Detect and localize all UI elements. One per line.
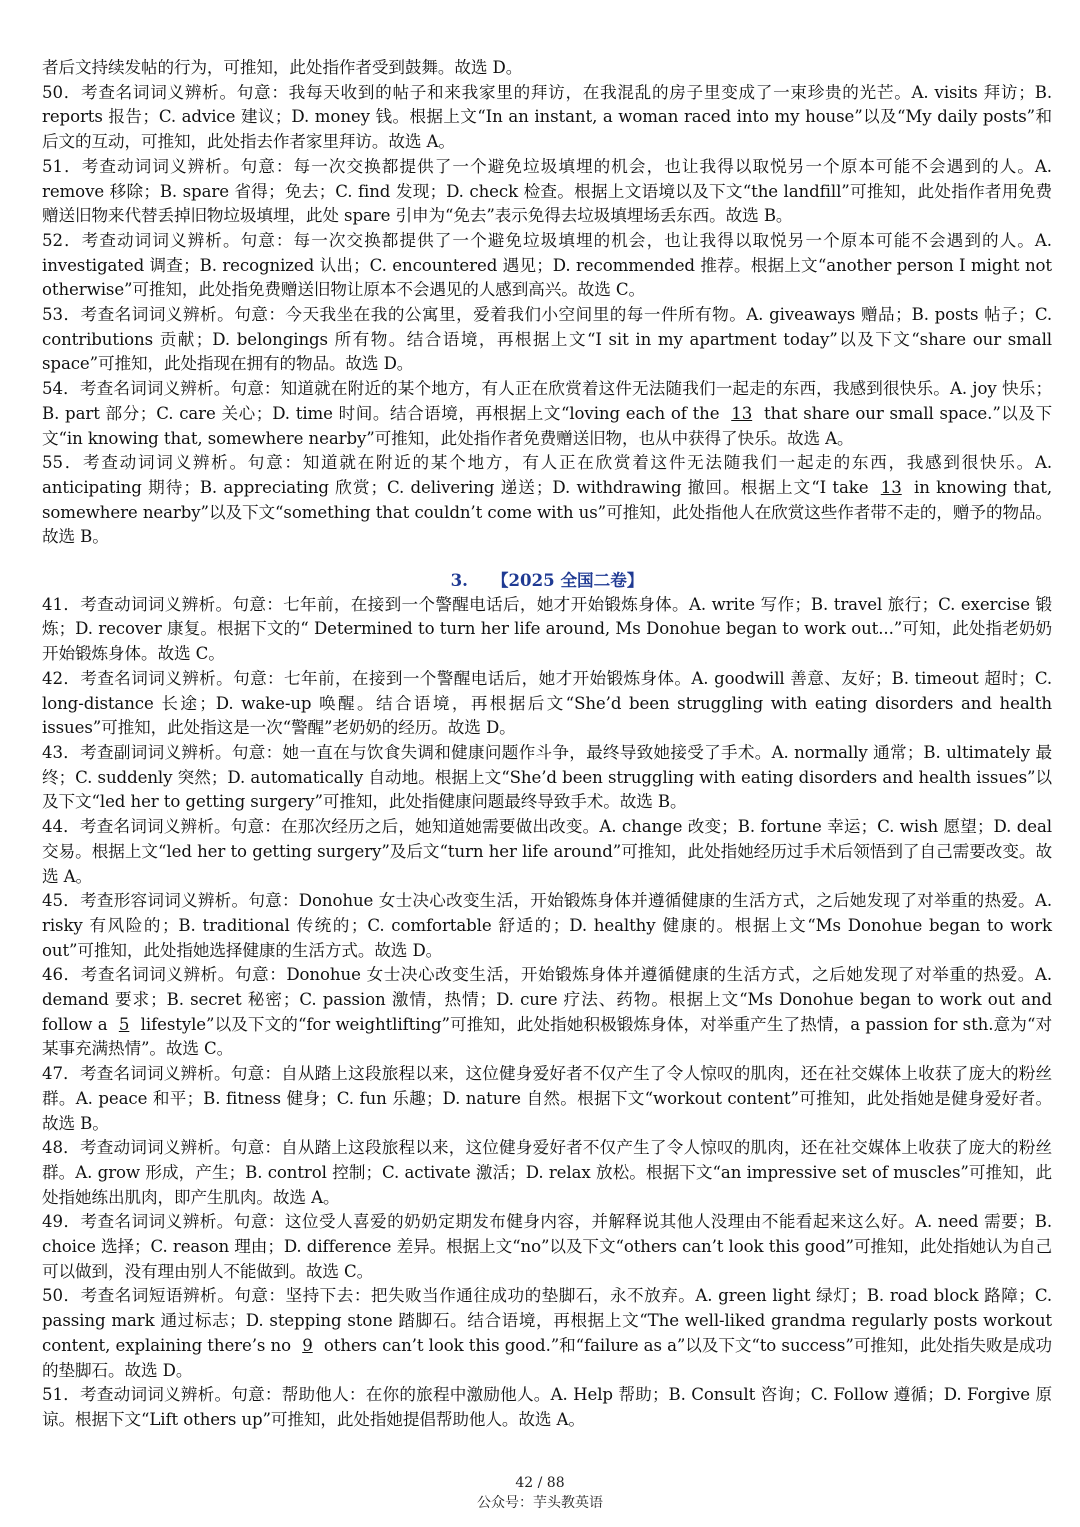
paragraph-text: 41．考查动词词义辨析。句意：七年前，在接到一个警醒电话后，她才开始锻炼身体。A. write 写作；B. travel 旅行；C. exercise 锻炼；D. recover 康复。根据下文的“ Determined to turn her life around, Ms Donohue began to work out...”可知，此处指老奶奶开始锻炼身体。故选 C。 [42,594,1052,664]
explanation-paragraph [42,229,1052,303]
explanations-section-3 [42,593,1052,1433]
paragraph-text: that share our small space.”以及下文“in knowing that, somewhere nearby”可推知，此处指作者免费赠送旧物，也从中获得了快乐。故选 A。 [42,403,1052,448]
page-number: 42 / 88 [515,1475,565,1491]
explanation-paragraph [42,1136,1052,1210]
paragraph-text: 47．考查名词词义辨析。句意：自从踏上这段旅程以来，这位健身爱好者不仅产生了令人惊叹的肌肉，还在社交媒体上收获了庞大的粉丝群。A. peace 和平；B. fitness 健身；C. fun 乐趣；D. nature 自然。根据下文“workout content”可推知，此处指她是健身爱好者。故选 B。 [42,1064,1052,1133]
paragraph-text: 50．考查名词短语辨析。句意：坚持下去：把失败当作通往成功的垫脚石，永不放弃。A. green light 绿灯；B. road block 路障；C. passing mark 通过标志；D. stepping stone 踏脚石。结合语境，再根据上文“The well-liked grandma regularly posts workout content, explaining there’s no [42,1286,1052,1355]
footer-account: 公众号：芋头教英语 [477,1495,603,1511]
paragraph-text: lifestyle”以及下文的“for weightlifting”可推知，此处指她积极锻炼身体，对举重产生了热情，a passion for sth.意为“对某事充满热情”。故选 C。 [42,1014,1052,1059]
explanation-paragraph [42,1062,1052,1136]
paragraph-text: 54．考查名词词义辨析。句意：知道就在附近的某个地方，有人正在欣赏着这件无法随我们一起走的东西，我感到很快乐。A. joy 快乐；B. part 部分；C. care 关心；D. time 时间。结合语境，再根据上文“loving each of the [42,379,1052,423]
explanation-paragraph [42,741,1052,815]
paragraph-text: 52．考查动词词义辨析。句意：每一次交换都提供了一个避免垃圾填埋的机会，也让我得以取悦另一个原本可能不会遇到的人。A. investigated 调查；B. recognized 认出；C. encountered 遇见；D. recommended 推荐。根据上文“another person I might not otherwise”可推知，此处指免费赠送旧物让原本不会遇见的人感到高兴。故选 C。 [42,230,1052,300]
explanation-paragraph [42,155,1052,229]
paragraph-text: 51．考查动词词义辨析。句意：帮助他人：在你的旅程中激励他人。A. Help 帮助；B. Consult 咨询；C. Follow 遵循；D. Forgive 原谅。根据下文“Lift others up”可推知，此处指她提倡帮助他人。故选 A。 [42,1385,1052,1429]
paragraph-text: in knowing that, somewhere nearby”以及下文“something that couldn’t come with us”可推知，此处指他人在欣赏这些作者带不走的，赠予的物品。故选 B。 [42,477,1052,547]
blank-number: 5 [118,1014,130,1034]
explanation-paragraph [42,1210,1052,1284]
explanation-paragraph [42,963,1052,1062]
blank-number: 9 [302,1335,313,1355]
paragraph-text: 42．考查名词词义辨析。句意：七年前，在接到一个警醒电话后，她才开始锻炼身体。A. goodwill 善意、友好；B. timeout 超时；C. long-distance 长途；D. wake-up 唤醒。结合语境，再根据后文“She’d been struggling with eating disorders and health issues”可推知，此处指这是一次“警醒”老奶奶的经历。故选 D。 [42,668,1052,738]
explanation-paragraph [42,889,1052,963]
blank-number: 13 [731,403,753,423]
paragraph-text: 51．考查动词词义辨析。句意：每一次交换都提供了一个避免垃圾填埋的机会，也让我得以取悦另一个原本可能不会遇到的人。A. remove 移除；B. spare 省得；免去；C. find 发现；D. check 检查。根据上文语境以及下文“the landfill”可推知，此处指作者用免费赠送旧物来代替丢掉旧物垃圾填埋，此处 spare 引申为“免去”表示免得去垃圾填埋场丢东西。故选 B。 [42,156,1052,226]
explanation-paragraph [42,451,1052,550]
paragraph-text: 45．考查形容词词义辨析。句意：Donohue 女士决心改变生活，开始锻炼身体并遵循健康的生活方式，之后她发现了对举重的热爱。A. risky 有风险的；B. traditional 传统的；C. comfortable 舒适的；D. healthy 健康的。根据上文“Ms Donohue began to work out”可推知，此处指她选择健康的生活方式。故选 D。 [42,891,1052,960]
explanation-paragraph [42,1383,1052,1432]
section-number: 3. [450,570,468,591]
section-heading [42,568,1052,593]
explanation-paragraph [42,81,1052,155]
explanation-paragraph [42,56,1052,81]
explanation-paragraph [42,815,1052,889]
explanation-paragraph [42,303,1052,377]
explanation-paragraph [42,1284,1052,1383]
paragraph-text: 50．考查名词词义辨析。句意：我每天收到的帖子和来我家里的拜访，在我混乱的房子里变成了一束珍贵的光芒。A. visits 拜访；B. reports 报告；C. advice 建议；D. money 钱。根据上文“In an instant, a woman raced into my house”以及“My daily posts”和后文的互动，可推知，此处指去作者家里拜访。故选 A。 [42,82,1052,152]
paragraph-text: 44．考查名词词义辨析。句意：在那次经历之后，她知道她需要做出改变。A. change 改变；B. fortune 幸运；C. wish 愿望；D. deal 交易。根据上文“led her to getting surgery”及后文“turn her life around”可推知，此处指她经历过手术后领悟到了自己需要改变。故选 A。 [42,817,1052,886]
paragraph-text: 者后文持续发帖的行为，可推知，此处指作者受到鼓舞。故选 D。 [42,58,523,77]
explanation-paragraph [42,667,1052,741]
explanation-paragraph [42,377,1052,451]
paragraph-text: 53．考查名词词义辨析。句意：今天我坐在我的公寓里，爱着我们小空间里的每一件所有物。A. giveaways 赠品；B. posts 帖子；C. contributions 贡献；D. belongings 所有物。结合语境，再根据上文“I sit in my apartment today”以及下文“share our small space”可推知，此处指现在拥有的物品。故选 D。 [42,305,1052,374]
paragraph-text: others can’t look this good.”和“failure as a”以及下文“to success”可推知，此处指失败是成功的垫脚石。故选 D。 [42,1335,1052,1380]
paragraph-text: 43．考查副词词义辨析。句意：她一直在与饮食失调和健康问题作斗争，最终导致她接受了手术。A. normally 通常；B. ultimately 最终；C. suddenly 突然；D. automatically 自动地。根据上文“She’d been struggling with eating disorders and health issues”以及下文“led her to getting surgery”可推知，此处指健康问题最终导致手术。故选 B。 [42,742,1052,812]
section-title: 【2025 全国二卷】 [491,570,644,591]
paragraph-text: 46．考查名词词义辨析。句意：Donohue 女士决心改变生活，开始锻炼身体并遵循健康的生活方式，之后她发现了对举重的热爱。A. demand 要求；B. secret 秘密；C. passion 激情，热情；D. cure 疗法、药物。根据上文“Ms Donohue began to work out and follow a [42,965,1052,1034]
paragraph-text: 49．考查名词词义辨析。句意：这位受人喜爱的奶奶定期发布健身内容，并解释说其他人没理由不能看起来这么好。A. need 需要；B. choice 选择；C. reason 理由；D. difference 差异。根据上文“no”以及下文“others can’t look this good”可推知，此处指她认为自己可以做到，没有理由别人不能做到。故选 C。 [42,1212,1052,1281]
explanation-paragraph [42,593,1052,667]
document-page [42,56,1052,1433]
explanations-section-2 [42,56,1052,550]
page-footer [0,1473,1080,1513]
paragraph-text: 48．考查动词词义辨析。句意：自从踏上这段旅程以来，这位健身爱好者不仅产生了令人惊叹的肌肉，还在社交媒体上收获了庞大的粉丝群。A. grow 形成，产生；B. control 控制；C. activate 激活；D. relax 放松。根据下文“an impressive set of muscles”可推知，此处指她练出肌肉，即产生肌肉。故选 A。 [42,1138,1052,1207]
paragraph-text: 55．考查动词词义辨析。句意：知道就在附近的某个地方，有人正在欣赏着这件无法随我们一起走的东西，我感到很快乐。A. anticipating 期待；B. appreciating 欣赏；C. delivering 递送；D. withdrawing 撤回。根据上文“I take [42,453,1052,497]
blank-number: 13 [880,477,902,497]
